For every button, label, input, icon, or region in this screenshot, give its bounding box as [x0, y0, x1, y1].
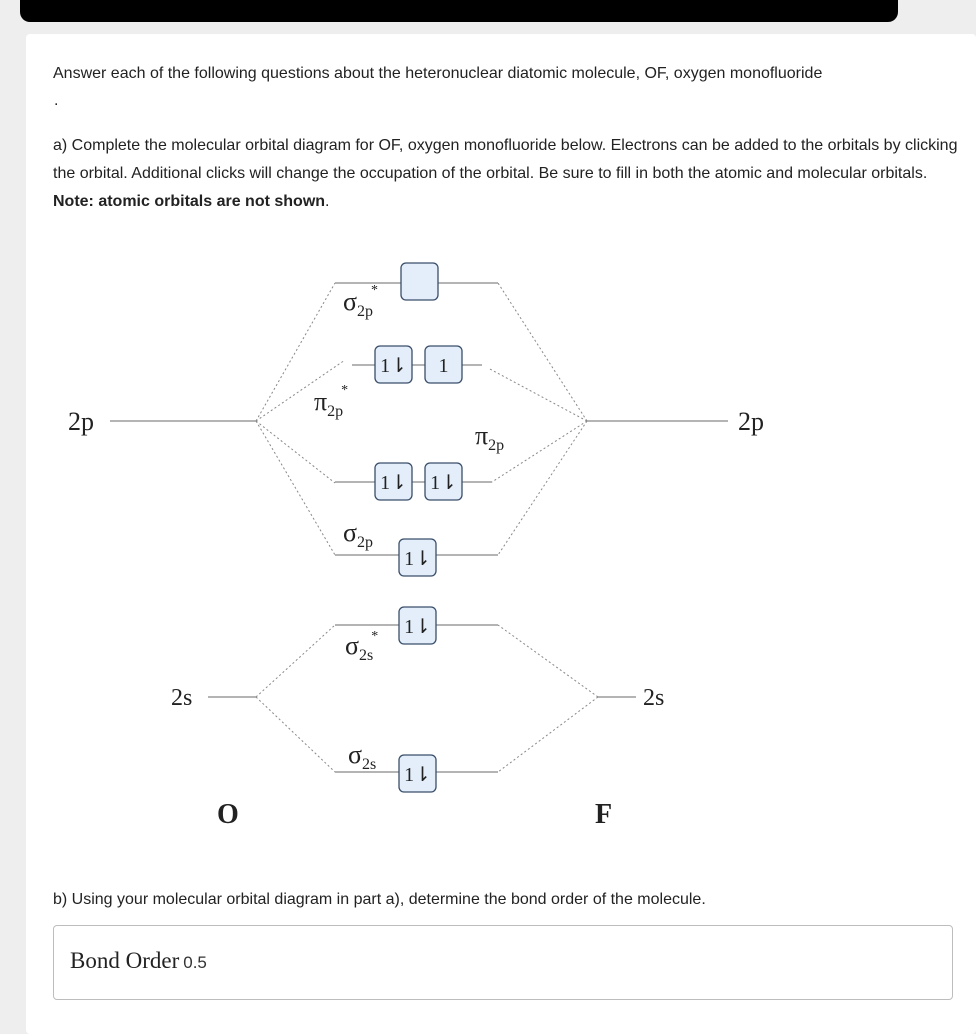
left-2p-label: 2p [68, 407, 94, 436]
bond-order-answer-box[interactable] [53, 925, 953, 1000]
pi2p-orbital-b[interactable] [425, 463, 462, 500]
sigma2s-orbital[interactable] [399, 755, 436, 792]
pi2p-star-orbital-a[interactable] [375, 346, 412, 383]
part-b-question: b) Using your molecular orbital diagram in part a), determine the bond order of the molecule. [53, 891, 706, 908]
bond-order-label [70, 948, 207, 974]
orbital-occupation: 1⇂ [404, 764, 431, 786]
sigma2p-star-label: $\sigma_{2p}*$ [343, 283, 379, 320]
pi2p-label: $\pi_{2p}$ [475, 421, 505, 454]
sigma2p-label: $\sigma_{2p}$ [343, 518, 374, 551]
sigma2s-star-orbital[interactable] [399, 607, 436, 644]
bond-order-label-text: Bond Order [70, 948, 180, 973]
orbital-occupation: 1 [438, 355, 449, 377]
bond-order-value[interactable]: 0.5 [183, 953, 207, 972]
right-atom-label: F [595, 799, 613, 830]
sigma2p-orbital[interactable] [399, 539, 436, 576]
pi2p-star-orbital-b[interactable] [425, 346, 462, 383]
part-a-end: . [325, 193, 330, 210]
left-2s-label: 2s [171, 685, 193, 711]
sigma2s-label: $\sigma_{2s}$ [348, 740, 377, 773]
intro-dot: . [54, 92, 59, 109]
pi2p-orbital-a[interactable] [375, 463, 412, 500]
right-2p-label: 2p [738, 407, 764, 436]
sigma2s-star-label: $\sigma_{2s}*$ [345, 629, 379, 664]
part-a-note: Note: atomic orbitals are not shown [53, 193, 326, 210]
left-atom-label: O [217, 799, 239, 830]
orbital-occupation: 1⇂ [430, 472, 457, 494]
part-a-text: a) Complete the molecular orbital diagram for OF, oxygen monofluoride below. Electrons can be added to the orbitals by clicking the orbital. Additional clicks will change the occupation of the orbital. Be sure to fill in both the atomic and molecular orbitals. [53, 137, 958, 182]
pi2p-star-label: $\pi_{2p}*$ [314, 383, 349, 420]
orbital-occupation: 1⇂ [380, 355, 407, 377]
question-intro: Answer each of the following questions about the heteronuclear diatomic molecule, OF, oxygen monofluoride [53, 65, 823, 82]
orbital-occupation: 1⇂ [380, 472, 407, 494]
sigma2p-star-orbital[interactable] [401, 263, 438, 300]
right-2s-label: 2s [643, 685, 665, 711]
orbital-occupation: 1⇂ [404, 548, 431, 570]
orbital-occupation: 1⇂ [404, 616, 431, 638]
